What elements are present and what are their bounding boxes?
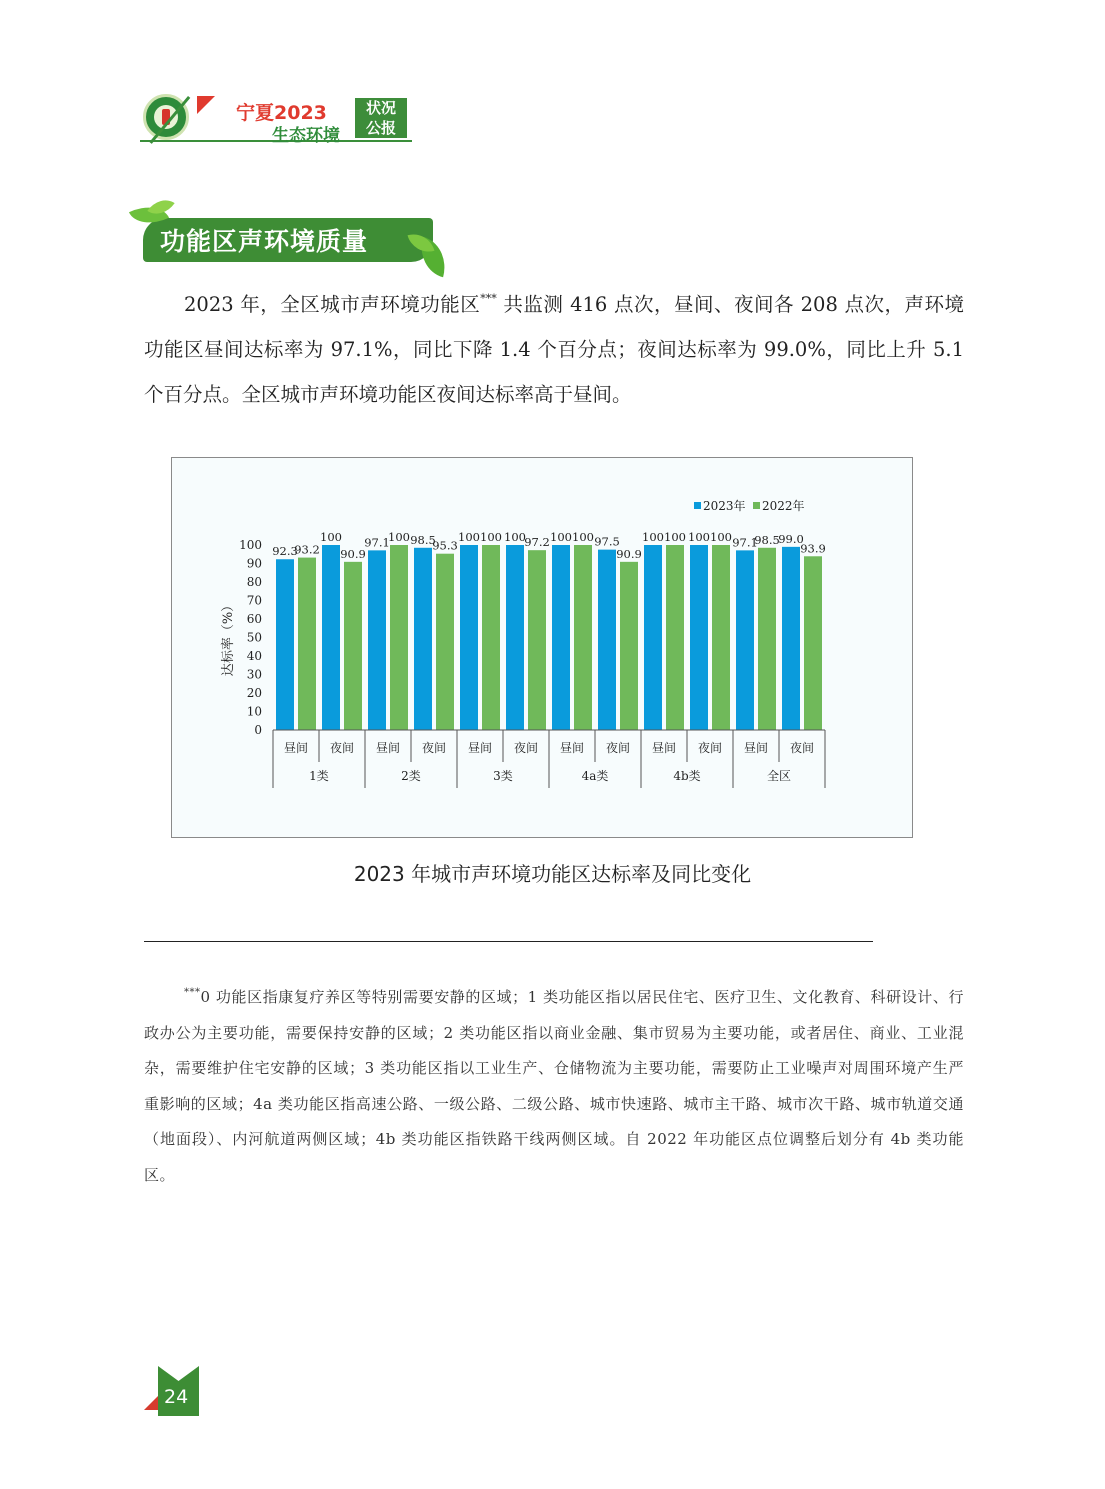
footnote	[144, 975, 964, 1193]
header-title-line1: 宁夏2023	[236, 102, 327, 124]
page-number: 24	[164, 1386, 189, 1408]
footnote-marker: ***	[480, 292, 497, 305]
data-label: 97.1	[364, 535, 390, 550]
bar-2023	[414, 548, 432, 730]
x-subcategory-label: 夜间	[329, 741, 355, 755]
data-label: 97.2	[524, 535, 550, 550]
data-label: 95.3	[432, 538, 458, 553]
x-group-label: 全区	[766, 769, 792, 783]
bar-2023	[368, 550, 386, 730]
data-label: 97.5	[594, 534, 620, 549]
x-group-label: 2类	[401, 769, 421, 783]
y-tick-label: 30	[246, 667, 262, 682]
data-label: 100	[480, 530, 502, 544]
data-label: 100	[504, 530, 526, 544]
bar-2023	[460, 545, 478, 730]
x-group-label: 3类	[493, 769, 513, 783]
chart-caption: 2023 年城市声环境功能区达标率及同比变化	[353, 862, 752, 886]
bar-2022	[298, 558, 316, 730]
bar-2022	[390, 545, 408, 730]
x-subcategory-label: 昼间	[467, 741, 493, 755]
bar-2022	[758, 548, 776, 730]
bar-2022	[804, 556, 822, 730]
y-tick-label: 60	[246, 612, 262, 626]
y-tick-label: 70	[246, 593, 262, 608]
compliance-rate-chart	[172, 458, 912, 837]
y-tick-label: 10	[246, 704, 262, 719]
x-subcategory-label: 昼间	[283, 741, 309, 755]
x-subcategory-label: 夜间	[421, 741, 447, 755]
header-title-line2: 生态环境	[272, 126, 340, 146]
legend-swatch	[694, 502, 701, 509]
bar-2023	[552, 545, 570, 730]
header-badge	[355, 98, 407, 138]
y-tick-label: 40	[246, 649, 262, 663]
legend-label: 2022年	[762, 499, 805, 513]
x-group-label: 1类	[309, 769, 329, 783]
bar-2022	[620, 562, 638, 730]
bar-2022	[528, 550, 546, 730]
bar-2023	[506, 545, 524, 730]
data-label: 93.9	[800, 541, 826, 556]
data-label: 100	[572, 530, 594, 544]
data-label: 100	[642, 530, 664, 544]
y-tick-label: 0	[254, 723, 262, 737]
data-label: 93.2	[294, 542, 320, 557]
data-label: 100	[320, 530, 342, 544]
legend-label: 2023年	[703, 499, 746, 513]
x-subcategory-label: 夜间	[789, 741, 815, 755]
data-label: 92.3	[272, 544, 298, 559]
data-label: 90.9	[340, 546, 366, 561]
data-label: 99.0	[778, 531, 804, 546]
header-badge-line1: 状况	[365, 99, 396, 117]
data-label: 100	[388, 530, 410, 544]
x-subcategory-label: 昼间	[559, 741, 585, 755]
bar-2023	[736, 550, 754, 730]
bar-2023	[322, 545, 340, 730]
legend-swatch	[753, 502, 760, 509]
data-label: 100	[710, 530, 732, 544]
footnote-text: 0 功能区指康复疗养区等特别需要安静的区域；1 类功能区指以居民住宅、医疗卫生、文化教育、科研设计、行政办公为主要功能，需要保持安静的区域；2 类功能区指以商业金融、集市贸易为主要功能，或者居住、商业、工业混杂，需要维护住宅安静的区域；3 类功能区指以工业生产、仓储物流为主要功能，需要防止工业噪声对周围环境产生严重影响的区域；4a 类功能区指高速公路、一级公路、二级公路、城市快速路、城市主干路、城市次干路、城市轨道交通（地面段）、内河航道两侧区域；4b 类功能区指铁路干线两侧区域。自 2022 年功能区点位调整后划分有 4b 类功能区。	[144, 988, 964, 1184]
y-axis-label: 达标率（%）	[221, 598, 236, 677]
data-label: 98.5	[754, 532, 780, 547]
data-label: 98.5	[410, 532, 436, 547]
x-subcategory-label: 夜间	[605, 741, 631, 755]
bar-2023	[782, 547, 800, 730]
y-tick-label: 50	[246, 630, 262, 645]
header-red-accent	[197, 96, 215, 114]
x-subcategory-label: 昼间	[375, 741, 401, 755]
bar-2023	[598, 550, 616, 730]
y-tick-label: 90	[246, 556, 262, 571]
bar-2022	[344, 562, 362, 730]
x-group-label: 4b类	[673, 769, 701, 783]
x-group-label: 4a类	[581, 769, 609, 783]
data-label: 100	[688, 530, 710, 544]
bar-2022	[574, 545, 592, 730]
header-badge-line2: 公报	[365, 119, 396, 137]
bar-2022	[482, 545, 500, 730]
x-subcategory-label: 夜间	[697, 741, 723, 755]
x-subcategory-label: 昼间	[743, 741, 769, 755]
data-label: 100	[458, 530, 480, 544]
data-label: 100	[550, 530, 572, 544]
body-paragraph: 2023 年，全区城市声环境功能区*** 共监测 416 点次，昼间、夜间各 208 点次，声环境功能区昼间达标率为 97.1%，同比下降 1.4 个百分点；夜间达标率为 99.0%，同比上升 5.1 个百分点。全区城市声环境功能区夜间达标率高于昼间。	[144, 292, 964, 406]
section-title: 功能区声环境质量	[160, 227, 369, 256]
page-red-accent	[144, 1396, 158, 1410]
bar-2023	[690, 545, 708, 730]
y-tick-label: 80	[246, 575, 262, 589]
data-label: 97.1	[732, 535, 758, 550]
x-subcategory-label: 昼间	[651, 741, 677, 755]
bar-2023	[644, 545, 662, 730]
bar-2023	[276, 559, 294, 730]
x-subcategory-label: 夜间	[513, 741, 539, 755]
y-tick-label: 20	[246, 686, 262, 700]
data-label: 90.9	[616, 546, 642, 561]
footnote-marker: ***	[184, 987, 201, 998]
y-tick-label: 100	[239, 538, 262, 552]
bar-2022	[666, 545, 684, 730]
footnote-rule	[144, 941, 873, 942]
bar-2022	[436, 554, 454, 730]
data-label: 100	[664, 530, 686, 544]
bar-2022	[712, 545, 730, 730]
